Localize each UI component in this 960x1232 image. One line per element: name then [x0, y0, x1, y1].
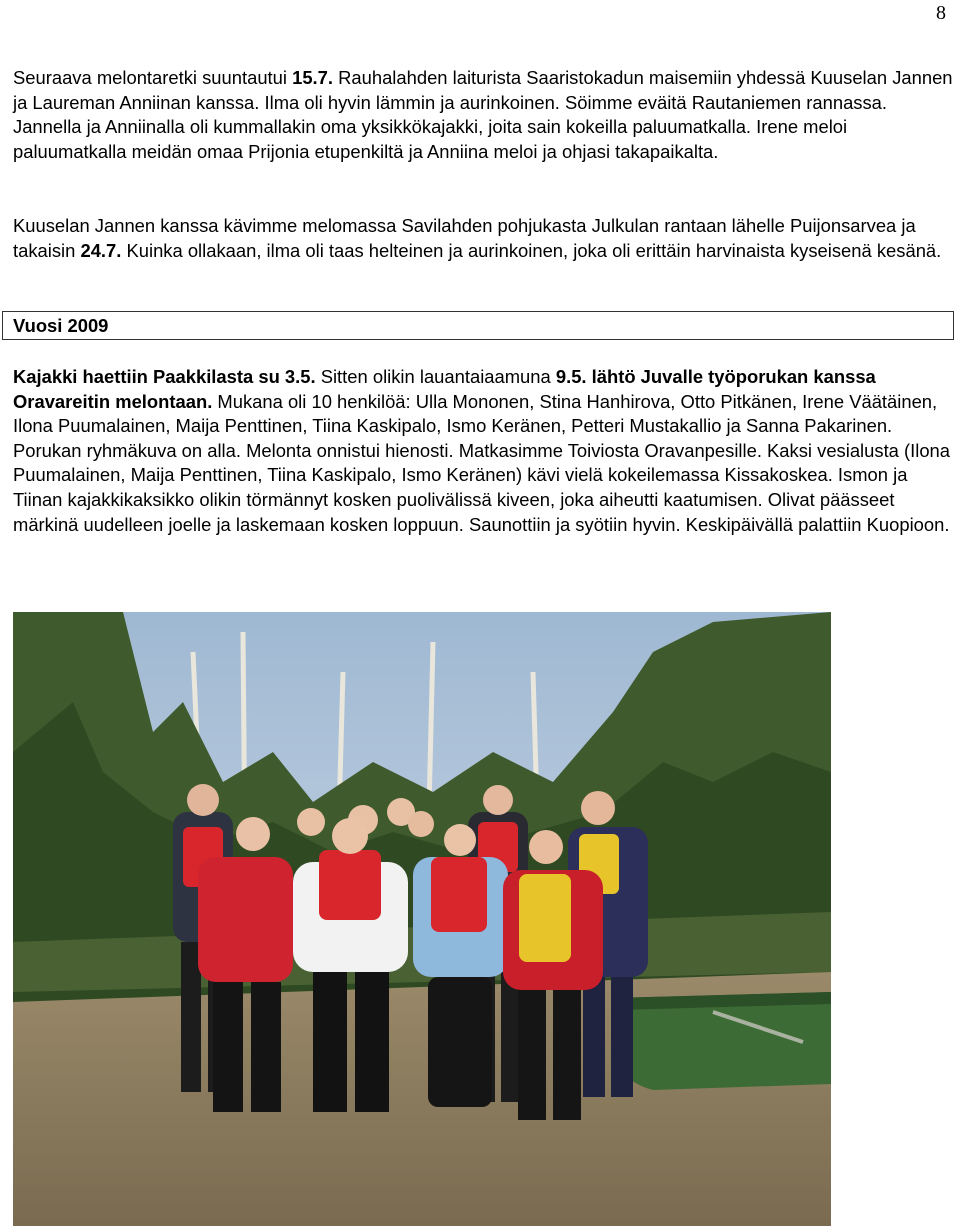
date-bold: 15.7.: [292, 67, 333, 88]
group-photo: [13, 612, 831, 1226]
text: Mukana oli 10 henkilöä: Ulla Mononen, Stina Hanhirova, Otto Pitkänen, Irene Väätäinen, Ilona Puumalainen, Maija Penttinen, Tiina Kaskipalo, Ismo Keränen, Petteri Mustakallio ja Sanna Pakarinen. Porukan ryhmäkuva on alla. Melonta onnistui hienosti. Matkasimme Toiviosta Oravanpesille. Kaksi vesialusta (Ilona Puumalainen, Maija Penttinen, Tiina Kaskipalo, Ismo Keränen) kävi vielä kokeilemassa Kissakoskea. Ismon ja Tiinan kajakkikaksikko olikin törmännyt kosken puolivälissä kiveen, joka aiheutti kaatumisen. Olivat päässeet märkinä uudelleen joelle ja laskemaan kosken loppuun. Saunottiin ja syötiin hyvin. Keskipäivällä palattiin Kuopioon.: [13, 390, 951, 535]
text: Seuraava melontaretki suuntautui: [13, 67, 293, 88]
paragraph-oravareitti: [13, 365, 953, 537]
date-bold: 24.7.: [80, 239, 122, 261]
paragraph-paddling-24-7: [13, 214, 953, 263]
text: Kuinka ollakaan, ilma oli taas helteinen ja aurinkoinen, joka oli erittäin harvinaista kyseisenä kesänä.: [121, 239, 942, 261]
paragraph-paddling-15-7: [13, 66, 953, 164]
bold-phrase: Kajakki haettiin Paakkilasta su 3.5.: [13, 366, 316, 387]
year-heading-box: Vuosi 2009: [2, 311, 954, 340]
bold-phrase: 9.5. lähtö Juvalle työporukan kanssa Oravareitin melontaan.: [13, 366, 876, 412]
page-number: 8: [936, 2, 946, 24]
text: Sitten olikin lauantaiaamuna: [315, 366, 556, 387]
canoe: [613, 992, 831, 1090]
group-photo-illustration: [13, 612, 831, 1226]
text: Kuuselan Jannen kanssa kävimme melomassa Savilahden pohjukasta Julkulan rantaan lähelle Puijonsarvea ja takaisin: [13, 215, 916, 261]
text: Rauhalahden laiturista Saaristokadun maisemiin yhdessä Kuuselan Jannen ja Laureman Anniinan kanssa. Ilma oli hyvin lämmin ja aurinkoinen. Söimme eväitä Rautaniemen rannassa. Jannella ja Anniinalla oli kummallakin oma yksikkökajakki, joita sain kokeilla paluumatkalla. Irene meloi paluumatkalla meidän omaa Prijonia etupenkiltä ja Anniina meloi ja ohjasi takapaikalta.: [13, 67, 953, 162]
